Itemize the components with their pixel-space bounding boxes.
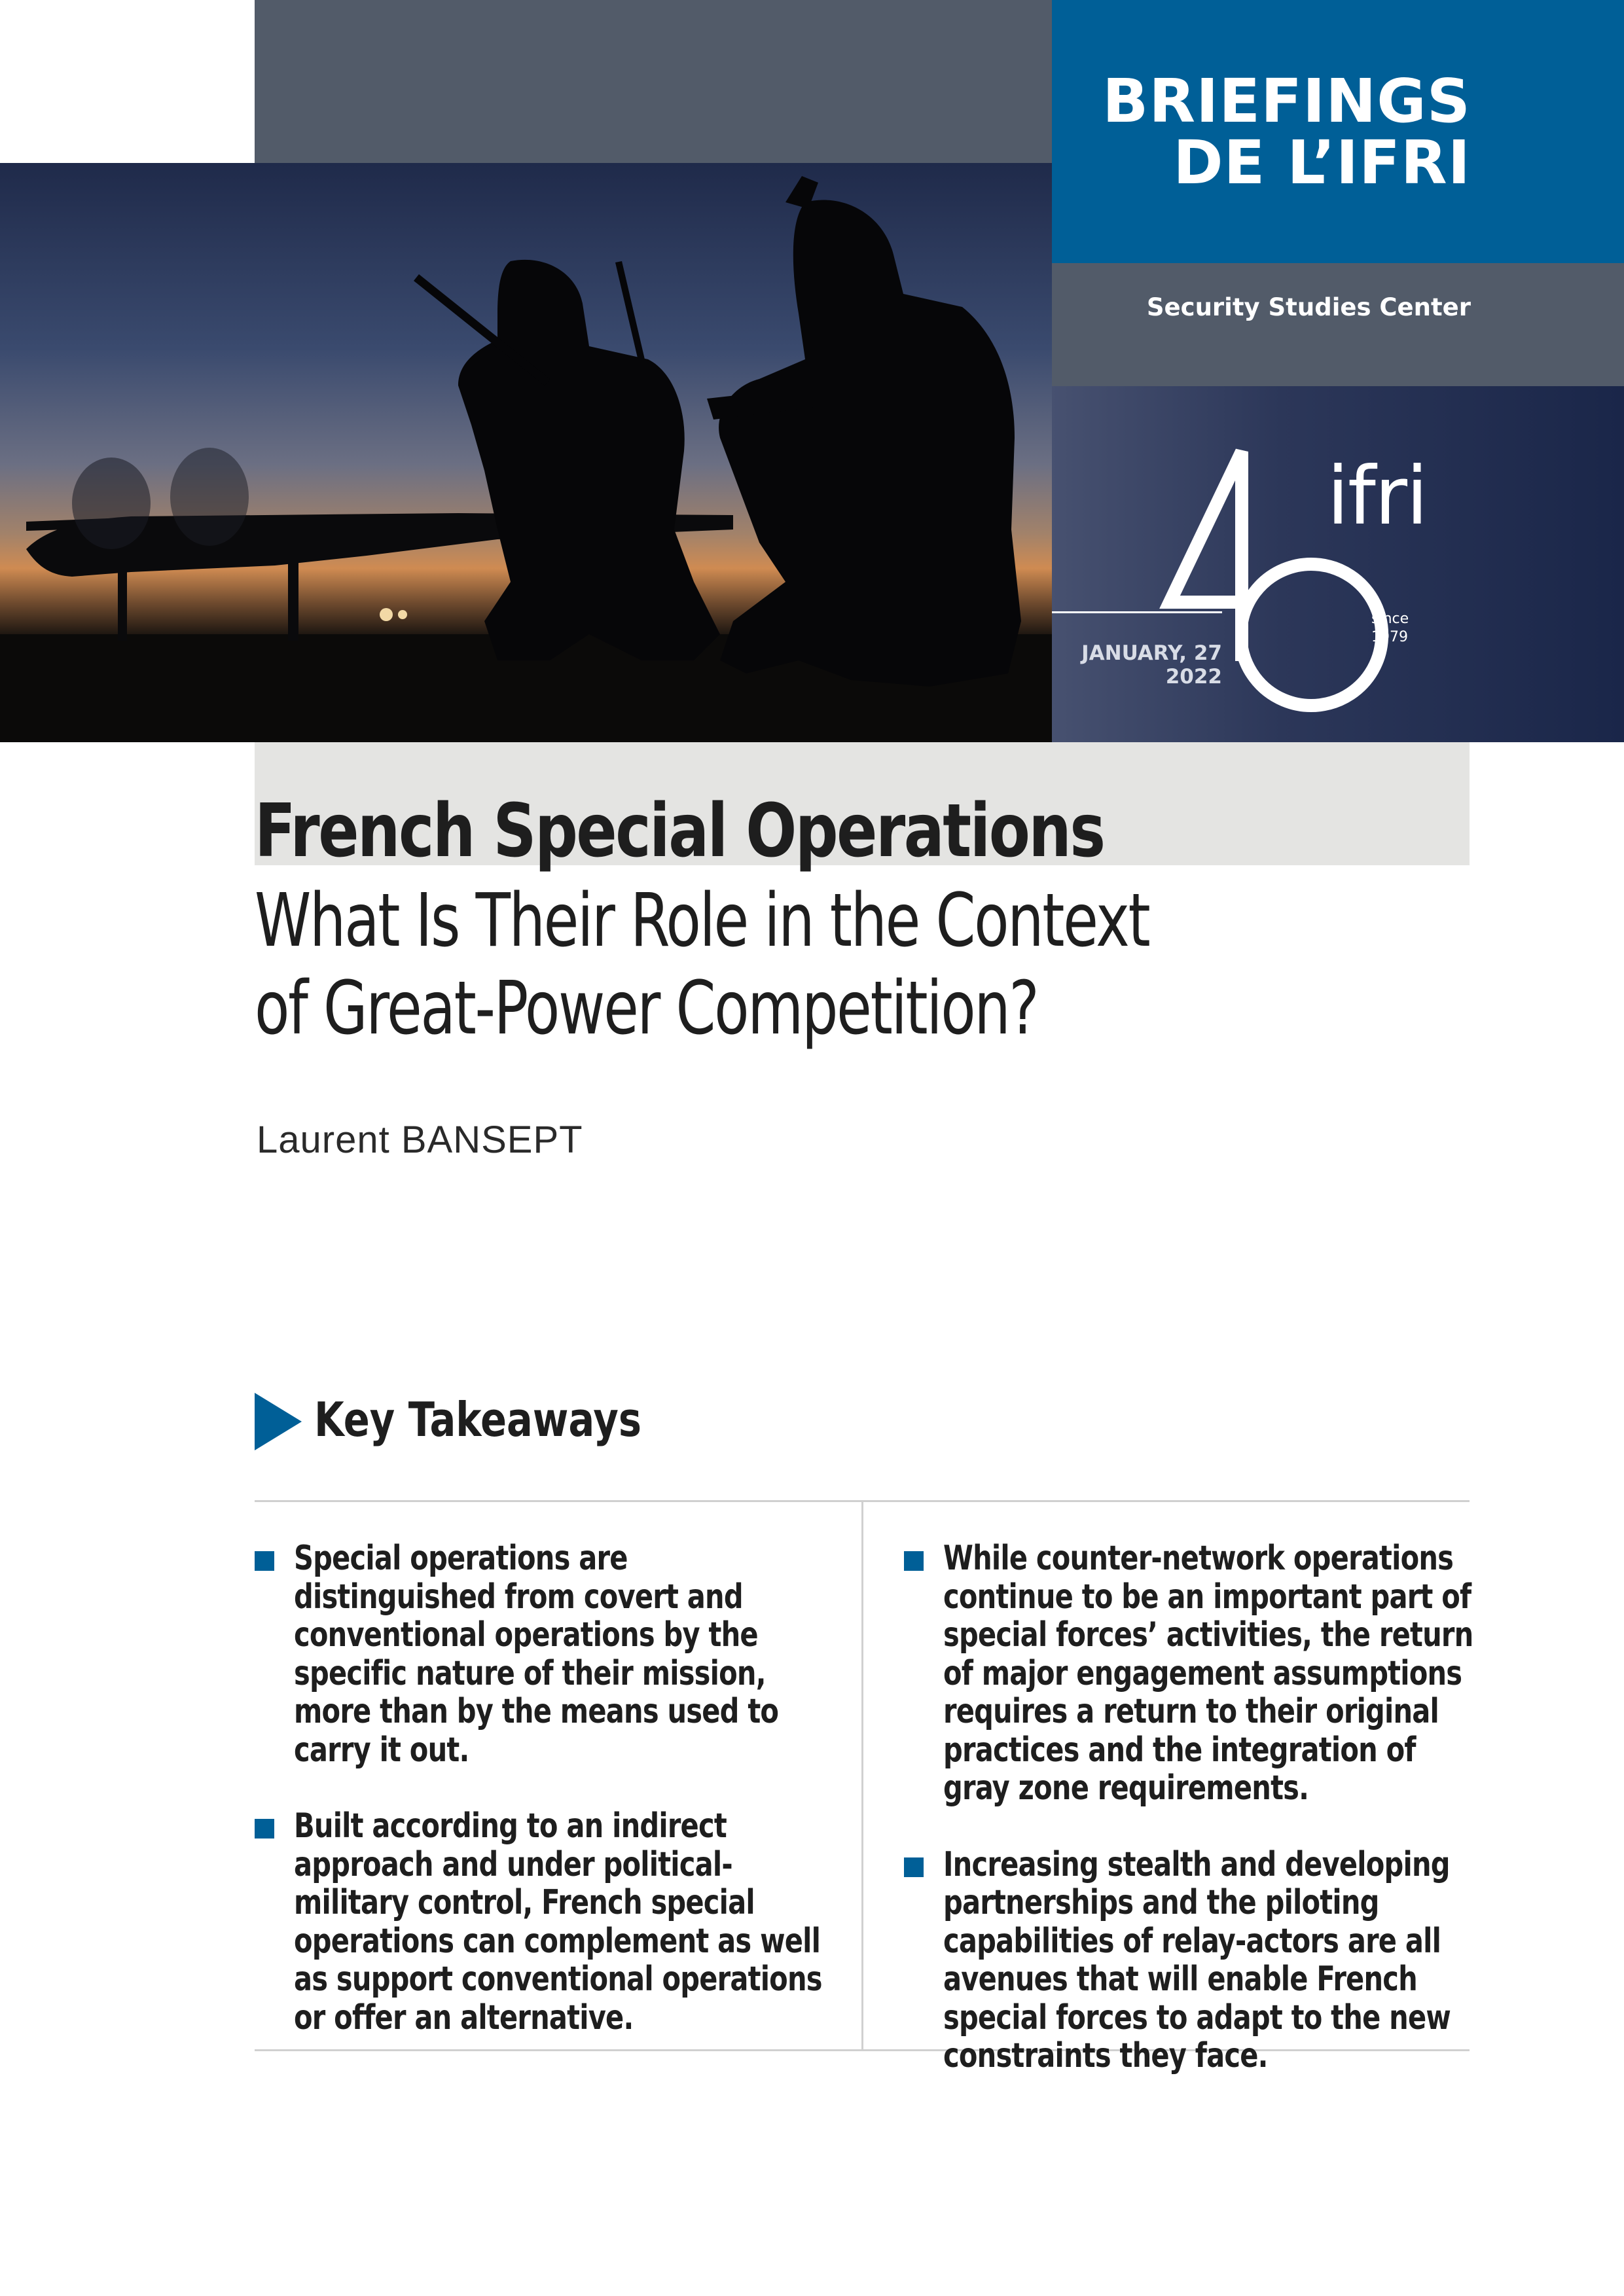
takeaways-column-divider [861,1500,863,2051]
subtitle-line2: of Great-Power Competition? [255,966,1038,1051]
soldiers-silhouette-image [0,163,1052,742]
subtitle-line1: What Is Their Role in the Context [255,878,1149,963]
takeaway-text: Special operations are distinguished from covert and conventional operations by the specific nature of their mission, more than by the means used to carry it out. [294,1539,779,1770]
square-bullet-icon [255,1819,274,1839]
ifri-wordmark: ifri [1327,450,1427,543]
takeaway-item [255,1807,831,2037]
takeaway-text: While counter-network operations continue to be an important part of special forces’ activities, the return of major engagement assumptions requires a return to their original practices and the integration of gray zone requirements. [943,1539,1473,1808]
center-banner [1052,263,1624,386]
cover-photo [0,163,1052,742]
takeaway-text: Increasing stealth and developing partnerships and the piloting capabilities of relay-actors are all avenues that will enable French special forces to adapt to the new constraints they face. [943,1844,1451,2075]
ifri-40-logo [1052,386,1624,742]
key-takeaways-heading: Key Takeaways [314,1392,642,1447]
date-line1: JANUARY, 27 [1081,641,1222,665]
takeaways-right-column [904,1539,1473,2113]
date-line2: 2022 [1165,665,1222,689]
takeaway-item [255,1539,831,1769]
logo-year: 1979 [1371,629,1408,645]
square-bullet-icon [255,1551,274,1571]
play-arrow-icon [255,1393,302,1450]
logo-since: since [1371,611,1409,627]
page-title: French Special Operations [255,789,1104,874]
center-label: Security Studies Center [1146,293,1471,321]
page-subtitle [255,877,1149,1052]
publication-date [1052,641,1222,689]
logo-panel [1052,386,1624,742]
series-title-line2: DE L’IFRI [1173,128,1471,198]
takeaway-item [904,1846,1473,2075]
square-bullet-icon [904,1857,924,1877]
takeaways-left-column [255,1539,831,2075]
series-title [1102,66,1471,198]
takeaway-text: Built according to an indirect approach and under political-military control, French special operations can complement as well as support conventional operations or offer an alternative. [294,1806,822,2037]
date-divider [1052,611,1222,613]
author-name: Laurent BANSEPT [257,1119,583,1161]
series-title-line1: BRIEFINGS [1102,66,1471,136]
square-bullet-icon [904,1551,924,1571]
header-grey-block [255,0,1052,163]
takeaway-item [904,1539,1473,1808]
